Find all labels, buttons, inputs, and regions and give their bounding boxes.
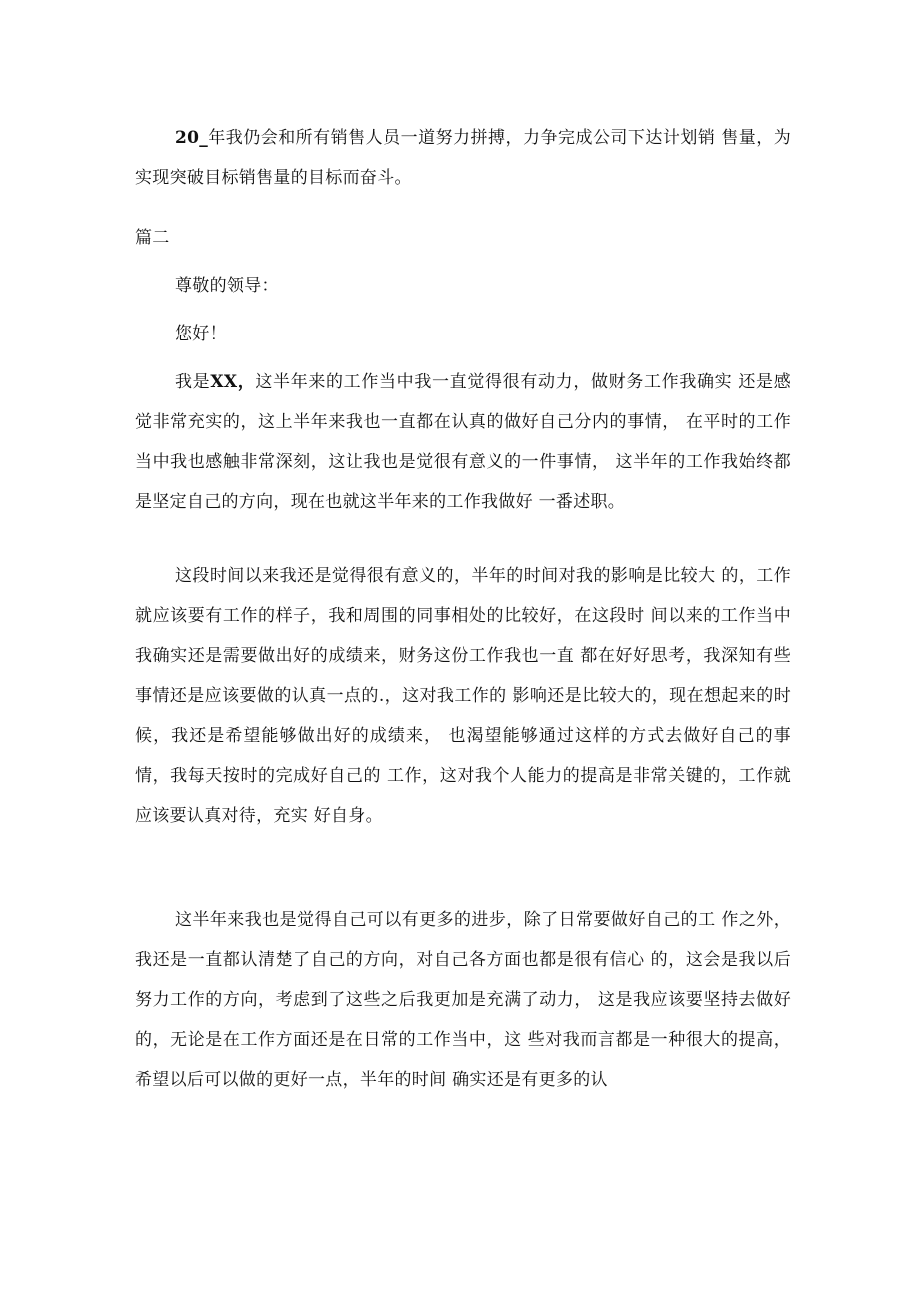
paragraph-text: 这段时间以来我还是觉得很有意义的，半年的时间对我的影响是比较大 的，工作就应该要有工作的样子，我和周围的同事相处的比较好，在这段时 间以来的工作当中我确实还是需要做出好的成绩来，财务这份工作我也一直 都在好好思考，我深知有些事情还是应该要做的认真一点的.，这对我工作的 影响还是比较大的，现在想起来的时候，我还是希望能够做出好的成绩来， 也渴望能够通过这样的方式去做好自己的事情，我每天按时的完成好自己的 工作，这对我个人能力的提高是非常关键的，工作就应该要认真对待，充实 好自身。 [135,566,791,826]
paragraph-text: 年我仍会和所有销售人员一道努力拼搏，力争完成公司下达计划销 售量，为实现突破目标销售量的目标而奋斗。 [135,128,791,188]
author-name: XX， [210,372,256,392]
paragraph-text: 这半年来的工作当中我一直觉得很有动力，做财务工作我确实 还是感觉非常充实的，这上半年来我也一直都在认真的做好自己分内的事情， 在平时的工作当中我也感触非常深刻，这让我也是觉很有意义的一件事情， 这半年的工作我始终都是坚定自己的方向，现在也就这半年来的工作我做好 一番述职。 [135,372,792,512]
paragraph-reflection [135,556,791,836]
greeting: 您好！ [175,324,227,344]
paragraph-text: 这半年来我也是觉得自己可以有更多的进步，除了日常要做好自己的工 作之外，我还是一直都认清楚了自己的方向，对自己各方面也都是很有信心 的，这会是我以后努力工作的方向，考虑到了这些之后我更加是充满了动力， 这是我应该要坚持去做好的，无论是在工作方面还是在日常的工作当中，这 些对我而言都是一种很大的提高，希望以后可以做的更好一点，半年的时间 确实还是有更多的认 [135,910,791,1090]
paragraph-closing-goal [135,118,791,198]
year-lead: 20_ [175,128,209,148]
paragraph-introduction [135,362,791,522]
paragraph-progress [135,900,791,1100]
salutation: 尊敬的领导： [175,276,279,296]
section-heading: 篇二 [135,228,170,248]
intro-prefix: 我是 [175,372,211,392]
